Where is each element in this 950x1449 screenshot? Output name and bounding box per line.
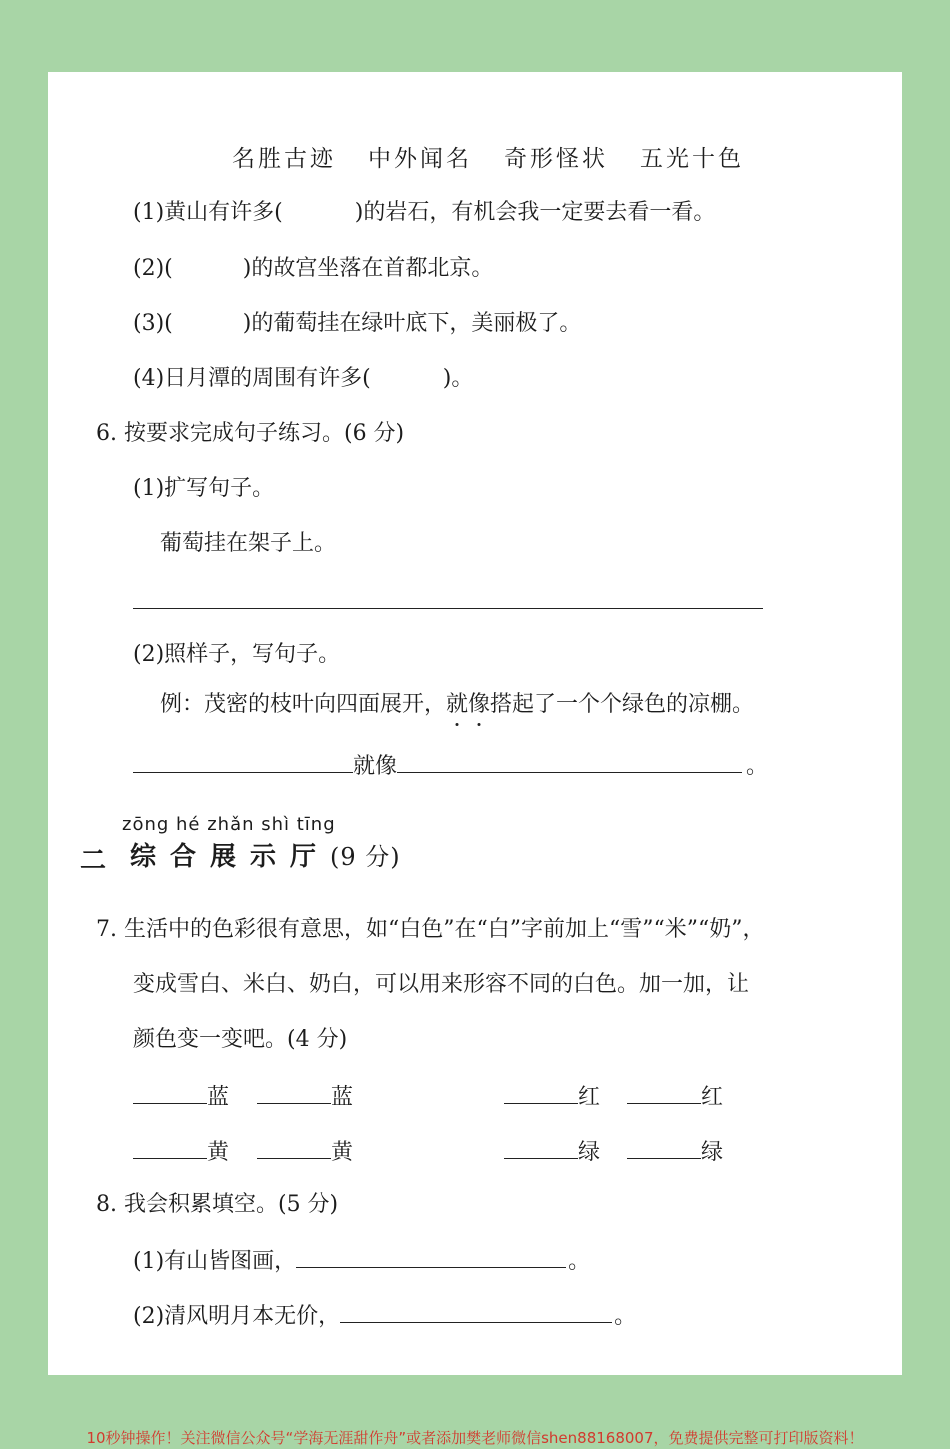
q8-title: 8. 我会积累填空。(5 分) bbox=[96, 1192, 339, 1217]
q7-line-1: 7. 生活中的色彩很有意思，如“白色”在“白”字前加上“雪”“米”“奶”， bbox=[96, 917, 765, 942]
q8-item-1: (1)有山皆图画， 。 bbox=[133, 1245, 590, 1277]
answer-line[interactable] bbox=[627, 1081, 701, 1104]
q5-item-1: (1)黄山有许多( )的岩石，有机会我一定要去看一看。 bbox=[133, 200, 716, 225]
q5-item-3: (3)( )的葡萄挂在绿叶底下，美丽极了。 bbox=[133, 311, 582, 336]
word-bank bbox=[232, 140, 776, 173]
color-blank-item: 红 bbox=[627, 1080, 723, 1111]
q6-example: 例：茂密的枝叶向四面展开，就像搭起了一个个绿色的凉棚。 bbox=[160, 690, 754, 720]
answer-line[interactable] bbox=[296, 1245, 566, 1268]
q6-sub2: (2)照样子，写句子。 bbox=[133, 642, 341, 667]
color-blank-item: 黄 bbox=[133, 1135, 229, 1166]
color-blank-item: 绿 bbox=[504, 1135, 600, 1166]
color-blank-item: 黄 bbox=[257, 1135, 353, 1166]
q6-fill-line: 就像 。 bbox=[133, 750, 768, 782]
section-number-icon: 二 bbox=[80, 846, 107, 876]
word-bank-item: 名胜古迹 bbox=[232, 146, 336, 172]
q7-line-2: 变成雪白、米白、奶白，可以用来形容不同的白色。加一加，让 bbox=[133, 972, 750, 997]
color-blank-item: 红 bbox=[504, 1080, 600, 1111]
promo-footer: 10秒钟操作！关注微信公众号“学海无涯甜作舟”或者添加樊老师微信shen88168007，免费提供完整可打印版资料！ bbox=[86, 1429, 864, 1447]
q6-sub1: (1)扩写句子。 bbox=[133, 476, 275, 501]
answer-line[interactable] bbox=[133, 608, 763, 609]
q6-sub1-sentence: 葡萄挂在架子上。 bbox=[160, 531, 337, 556]
q5-item-2: (2)( )的故宫坐落在首都北京。 bbox=[133, 256, 494, 281]
word-bank-item: 奇形怪状 bbox=[504, 146, 608, 172]
answer-line[interactable] bbox=[627, 1136, 701, 1159]
section-title: 综合展示厅(9 分) bbox=[130, 842, 401, 872]
color-blank-item: 绿 bbox=[627, 1135, 723, 1166]
color-blank-item: 蓝 bbox=[133, 1080, 229, 1111]
q8-item-2: (2)清风明月本无价， 。 bbox=[133, 1300, 636, 1332]
section-pinyin: zōng hé zhǎn shì tīng bbox=[122, 814, 336, 835]
answer-line[interactable] bbox=[257, 1081, 331, 1104]
word-bank-item: 中外闻名 bbox=[368, 146, 472, 172]
answer-line[interactable] bbox=[133, 750, 353, 773]
answer-line[interactable] bbox=[397, 750, 742, 773]
answer-line[interactable] bbox=[504, 1081, 578, 1104]
answer-line[interactable] bbox=[133, 1081, 207, 1104]
word-bank-item: 五光十色 bbox=[640, 146, 744, 172]
q5-item-4: (4)日月潭的周围有许多( )。 bbox=[133, 366, 474, 391]
answer-line[interactable] bbox=[257, 1136, 331, 1159]
color-blank-item: 蓝 bbox=[257, 1080, 353, 1111]
answer-line[interactable] bbox=[504, 1136, 578, 1159]
answer-line[interactable] bbox=[340, 1300, 612, 1323]
answer-line[interactable] bbox=[133, 1136, 207, 1159]
q7-line-3: 颜色变一变吧。(4 分) bbox=[133, 1027, 348, 1052]
q6-title: 6. 按要求完成句子练习。(6 分) bbox=[96, 421, 405, 446]
